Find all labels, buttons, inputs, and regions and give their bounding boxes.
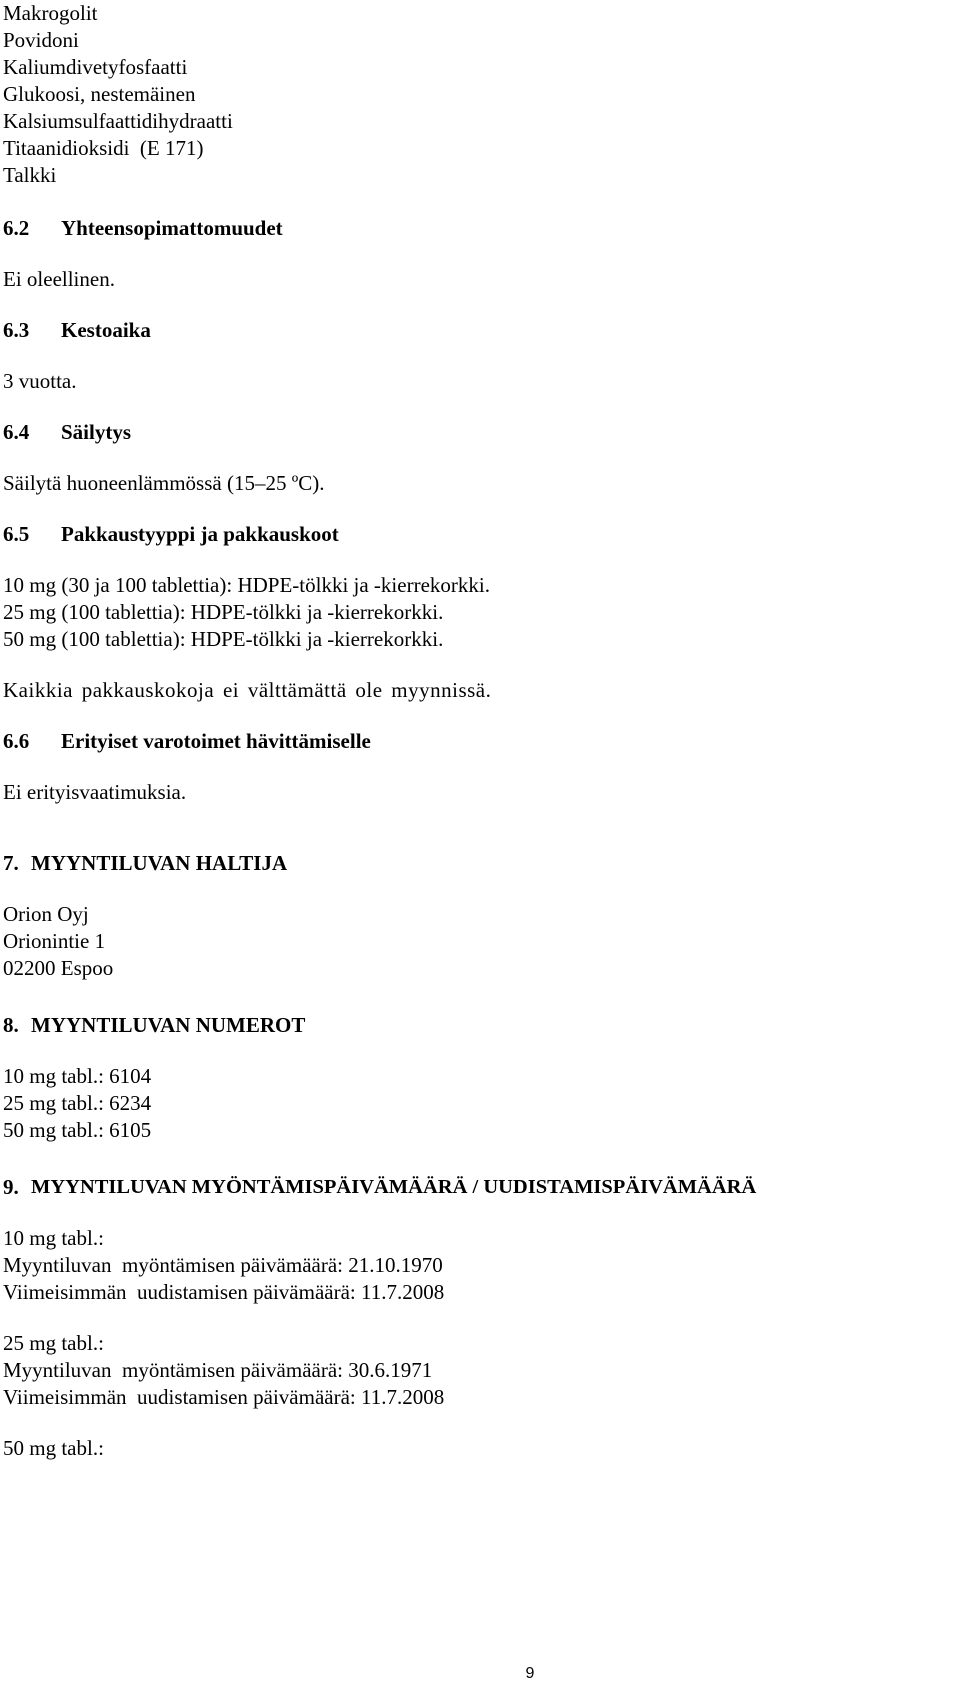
section-title: MYYNTILUVAN HALTIJA	[31, 851, 288, 875]
section-number: 9.	[3, 1175, 19, 1199]
excipient-item: Talkki	[3, 163, 57, 187]
holder-line: Orion Oyj	[3, 902, 89, 926]
section-heading-7	[3, 850, 953, 877]
section-body: Ei oleellinen.	[3, 267, 115, 291]
section-number: 8.	[3, 1013, 19, 1037]
document-page	[3, 0, 953, 1462]
date-line: 50 mg tabl.:	[3, 1436, 104, 1460]
section-heading-6-5	[3, 521, 953, 548]
section-heading-8	[3, 1012, 953, 1039]
section-body: Säilytä huoneenlämmössä (15–25 ºC).	[3, 471, 325, 495]
excipient-item: Povidoni	[3, 28, 79, 52]
package-note: Kaikkia pakkauskokoja ei välttämättä ole myynnissä.	[3, 678, 492, 702]
date-line: Viimeisimmän uudistamisen päivämäärä: 11.7.2008	[3, 1280, 445, 1304]
authorisation-number: 10 mg tabl.: 6104	[3, 1064, 152, 1088]
excipient-item: Glukoosi, nestemäinen	[3, 82, 196, 106]
section-number: 7.	[3, 851, 19, 875]
excipient-list	[3, 0, 953, 189]
section-number: 6.3	[3, 318, 30, 342]
date-line: 25 mg tabl.:	[3, 1331, 104, 1355]
excipient-item: Kalsiumsulfaattidihydraatti	[3, 109, 233, 133]
section-title: Pakkaustyyppi ja pakkauskoot	[61, 522, 339, 546]
section-heading-6-3	[3, 317, 953, 344]
authorisation-number: 25 mg tabl.: 6234	[3, 1091, 152, 1115]
section-title: Säilytys	[61, 420, 132, 444]
excipient-item: Makrogolit	[3, 1, 98, 25]
holder-line: Orionintie 1	[3, 929, 106, 953]
section-title: Erityiset varotoimet hävittämiselle	[61, 729, 371, 753]
section-number: 6.5	[3, 522, 30, 546]
package-line: 25 mg (100 tablettia): HDPE-tölkki ja -kierrekorkki.	[3, 600, 444, 624]
holder-line: 02200 Espoo	[3, 956, 114, 980]
page-number: 9	[525, 1665, 535, 1682]
excipient-item: Titaanidioksidi (E 171)	[3, 136, 204, 160]
date-line: Myyntiluvan myöntämisen päivämäärä: 21.10.1970	[3, 1253, 443, 1277]
date-line: Myyntiluvan myöntämisen päivämäärä: 30.6.1971	[3, 1358, 433, 1382]
package-line: 10 mg (30 ja 100 tablettia): HDPE-tölkki ja -kierrekorkki.	[3, 573, 490, 597]
section-title: MYYNTILUVAN MYÖNTÄMISPÄIVÄMÄÄRÄ / UUDISTAMISPÄIVÄMÄÄRÄ	[31, 1176, 757, 1198]
section-body: 3 vuotta.	[3, 369, 77, 393]
section-heading-6-2	[3, 215, 953, 242]
section-title: Kestoaika	[61, 318, 151, 342]
excipient-item: Kaliumdivetyfosfaatti	[3, 55, 188, 79]
section-heading-6-4	[3, 419, 953, 446]
package-line: 50 mg (100 tablettia): HDPE-tölkki ja -kierrekorkki.	[3, 627, 444, 651]
section-title: MYYNTILUVAN NUMEROT	[31, 1013, 306, 1037]
date-line: 10 mg tabl.:	[3, 1226, 104, 1250]
section-heading-9	[3, 1174, 953, 1201]
section-title: Yhteensopimattomuudet	[61, 216, 283, 240]
section-heading-6-6	[3, 728, 953, 755]
authorisation-number: 50 mg tabl.: 6105	[3, 1118, 152, 1142]
section-number: 6.2	[3, 216, 30, 240]
section-number: 6.4	[3, 420, 30, 444]
section-number: 6.6	[3, 729, 30, 753]
section-body: Ei erityisvaatimuksia.	[3, 780, 187, 804]
date-line: Viimeisimmän uudistamisen päivämäärä: 11.7.2008	[3, 1385, 445, 1409]
